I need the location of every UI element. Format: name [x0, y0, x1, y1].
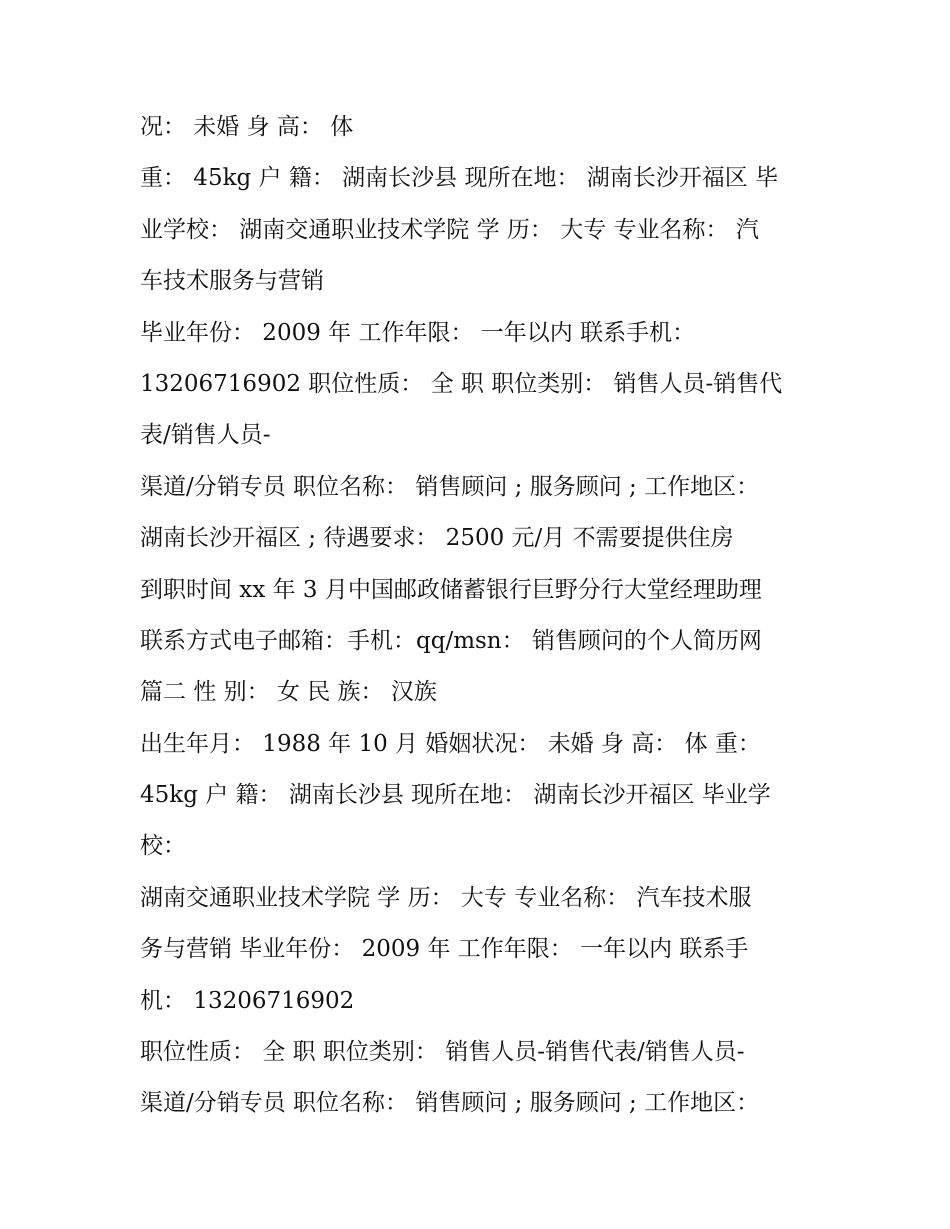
document-body [140, 102, 820, 1130]
text-line: 渠道/分销专员 职位名称： 销售顾问 ; 服务顾问 ; 工作地区： [140, 1090, 760, 1117]
text-line: 况： 未婚 身 高： 体 [140, 114, 354, 140]
text-line: 渠道/分销专员 职位名称： 销售顾问 ; 服务顾问 ; 工作地区： [140, 473, 760, 500]
text-line: 篇二 性 别： 女 民 族： 汉族 [140, 679, 437, 706]
text-line: 湖南长沙开福区 ; 待遇要求： 2500 元/月 不需要提供住房 [140, 525, 734, 552]
text-line: 13206716902 职位性质： 全 职 职位类别： 销售人员-销售代 [140, 370, 783, 397]
text-line: 机： 13206716902 [140, 987, 355, 1014]
text-line: 毕业年份： 2009 年 工作年限： 一年以内 联系手机： [140, 319, 696, 346]
text-line: 45kg 户 籍： 湖南长沙县 现所在地： 湖南长沙开福区 毕业学 [140, 782, 771, 809]
text-line: 到职时间 xx 年 3 月中国邮政储蓄银行巨野分行大堂经理助理 [140, 576, 762, 603]
text-line: 业学校： 湖南交通职业技术学院 学 历： 大专 专业名称： 汽 [140, 216, 759, 243]
text-line: 职位性质： 全 职 职位类别： 销售人员-销售代表/销售人员- [140, 1039, 745, 1066]
text-line: 校： [140, 833, 186, 860]
text-line: 重： 45kg 户 籍： 湖南长沙县 现所在地： 湖南长沙开福区 毕 [140, 165, 779, 192]
text-line: 务与营销 毕业年份： 2009 年 工作年限： 一年以内 联系手 [140, 936, 749, 963]
text-line: 出生年月： 1988 年 10 月 婚姻状况： 未婚 身 高： 体 重： [140, 730, 761, 757]
text-line: 联系方式电子邮箱：手机：qq/msn： 销售顾问的个人简历网 [140, 627, 762, 654]
text-line: 湖南交通职业技术学院 学 历： 大专 专业名称： 汽车技术服 [140, 884, 752, 911]
text-line: 车技术服务与营销 [140, 268, 324, 295]
text-line: 表/销售人员- [140, 422, 271, 449]
